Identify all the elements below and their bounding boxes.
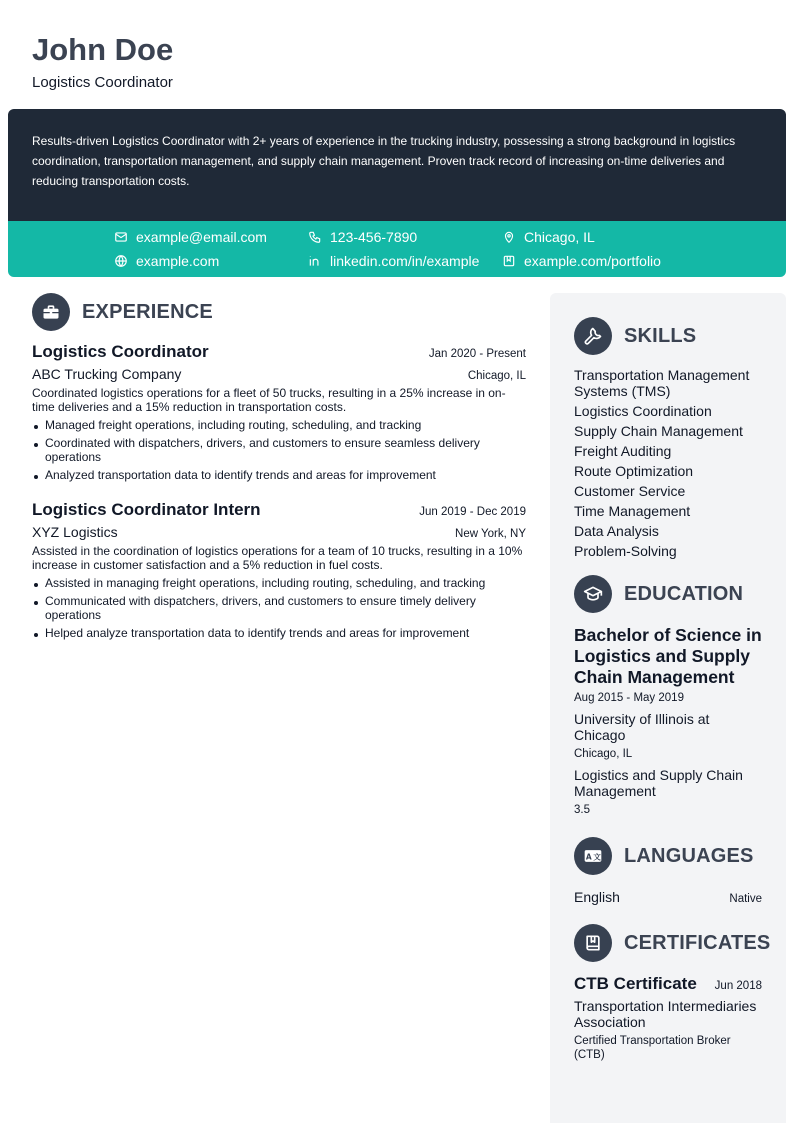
skills-heading bbox=[574, 317, 762, 355]
skill-item: Transportation Management Systems (TMS) bbox=[574, 367, 750, 399]
education-degree: Bachelor of Science in Logistics and Supply Chain Management bbox=[574, 625, 762, 687]
graduation-cap-icon bbox=[574, 575, 612, 613]
education-field: Logistics and Supply Chain Management bbox=[574, 767, 743, 799]
certificate-description: Certified Transportation Broker (CTB) bbox=[574, 1035, 731, 1061]
certificates-heading bbox=[574, 924, 771, 962]
skills-list bbox=[574, 367, 762, 559]
experience-section bbox=[32, 293, 526, 644]
languages-heading bbox=[574, 837, 762, 875]
summary-section bbox=[8, 109, 786, 221]
job-bullet: Communicated with dispatchers, drivers, and customers to ensure timely delivery operations bbox=[32, 594, 526, 622]
education-gpa: 3.5 bbox=[574, 804, 590, 816]
candidate-title: Logistics Coordinator bbox=[32, 74, 173, 91]
certificate-date: Jun 2018 bbox=[714, 980, 762, 992]
certificate-name: CTB Certificate bbox=[574, 974, 697, 993]
education-heading bbox=[574, 575, 762, 613]
job-location: Chicago, IL bbox=[467, 370, 526, 382]
summary-text: Results-driven Logistics Coordinator with 2+ years of experience in the trucking industry, possessing a strong background in logistics coordination, transportation management, and supply chain management. Proven track record of increasing on-time deliveries and reducing transportation costs. bbox=[32, 134, 736, 188]
candidate-name: John Doe bbox=[32, 32, 174, 67]
wrench-icon bbox=[574, 317, 612, 355]
translate-icon bbox=[574, 837, 612, 875]
job-date: Jan 2020 - Present bbox=[428, 348, 526, 360]
job-date: Jun 2019 - Dec 2019 bbox=[419, 506, 526, 518]
language-level: Native bbox=[729, 893, 762, 905]
skill-item: Route Optimization bbox=[574, 463, 694, 479]
skill-item: Data Analysis bbox=[574, 523, 659, 539]
language-name: English bbox=[574, 889, 620, 905]
job-entry bbox=[32, 500, 526, 640]
experience-heading bbox=[32, 293, 526, 331]
certificate-item bbox=[574, 974, 762, 994]
certificates-section bbox=[574, 924, 771, 1062]
contact-email[interactable] bbox=[114, 228, 267, 246]
skill-item: Supply Chain Management bbox=[574, 423, 743, 439]
skill-item: Customer Service bbox=[574, 483, 686, 499]
job-location: New York, NY bbox=[455, 528, 526, 540]
contact-portfolio[interactable] bbox=[502, 252, 661, 270]
job-bullets bbox=[32, 418, 526, 482]
education-school: University of Illinois at Chicago bbox=[574, 711, 710, 743]
job-title: Logistics Coordinator Intern bbox=[32, 500, 261, 519]
contact-phone[interactable] bbox=[308, 228, 417, 246]
skills-title: SKILLS bbox=[624, 324, 697, 347]
contact-linkedin-text: linkedin.com/in/example bbox=[330, 253, 480, 269]
job-bullet: Coordinated with dispatchers, drivers, and customers to ensure seamless delivery operations bbox=[32, 436, 526, 464]
job-description: Assisted in the coordination of logistics operations for a team of 10 trucks, resulting in a 10% increase in customer satisfaction and a 5% reduction in fuel costs. bbox=[32, 544, 523, 572]
job-company: XYZ Logistics bbox=[32, 524, 118, 540]
portfolio-icon bbox=[502, 254, 516, 268]
job-company: ABC Trucking Company bbox=[32, 366, 182, 382]
svg-text:A: A bbox=[585, 852, 592, 862]
skill-item: Logistics Coordination bbox=[574, 403, 712, 419]
globe-icon bbox=[114, 254, 128, 268]
certificate-book-icon bbox=[574, 924, 612, 962]
skill-item: Time Management bbox=[574, 503, 691, 519]
skill-item: Problem-Solving bbox=[574, 543, 677, 559]
job-bullet: Assisted in managing freight operations, including routing, scheduling, and tracking bbox=[32, 576, 526, 590]
contact-phone-text: 123-456-7890 bbox=[330, 229, 418, 245]
languages-title: LANGUAGES bbox=[624, 844, 754, 867]
contact-bar bbox=[8, 221, 786, 277]
sidebar bbox=[550, 293, 786, 1123]
contact-website-text: example.com bbox=[136, 253, 220, 269]
contact-email-text: example@email.com bbox=[136, 229, 267, 245]
svg-text:文: 文 bbox=[593, 852, 601, 862]
job-bullet: Analyzed transportation data to identify trends and areas for improvement bbox=[32, 468, 526, 482]
job-description: Coordinated logistics operations for a fleet of 50 trucks, resulting in a 25% increase in on-time deliveries and a 15% reduction in transportation costs. bbox=[32, 386, 506, 414]
job-entry bbox=[32, 342, 526, 482]
education-section bbox=[574, 575, 762, 817]
contact-location-text: Chicago, IL bbox=[524, 229, 595, 245]
linkedin-icon bbox=[308, 254, 322, 268]
resume-header bbox=[32, 32, 752, 92]
contact-linkedin[interactable] bbox=[308, 252, 479, 270]
languages-section bbox=[574, 837, 762, 906]
job-title: Logistics Coordinator bbox=[32, 342, 209, 361]
skill-item: Freight Auditing bbox=[574, 443, 672, 459]
contact-website[interactable] bbox=[114, 252, 219, 270]
certificate-issuer: Transportation Intermediaries Association bbox=[574, 998, 757, 1030]
education-location: Chicago, IL bbox=[574, 748, 633, 760]
contact-portfolio-text: example.com/portfolio bbox=[524, 253, 661, 269]
job-bullet: Helped analyze transportation data to identify trends and areas for improvement bbox=[32, 626, 526, 640]
briefcase-icon bbox=[32, 293, 70, 331]
map-pin-icon bbox=[502, 230, 516, 244]
education-date: Aug 2015 - May 2019 bbox=[574, 692, 684, 704]
mail-icon bbox=[114, 230, 128, 244]
experience-title: EXPERIENCE bbox=[82, 300, 213, 323]
phone-icon bbox=[308, 230, 322, 244]
certificates-title: CERTIFICATES bbox=[624, 931, 771, 954]
skills-section bbox=[574, 317, 762, 559]
job-bullets bbox=[32, 576, 526, 640]
contact-location bbox=[502, 228, 595, 246]
job-bullet: Managed freight operations, including routing, scheduling, and tracking bbox=[32, 418, 526, 432]
education-title: EDUCATION bbox=[624, 582, 744, 605]
language-item bbox=[574, 889, 762, 906]
